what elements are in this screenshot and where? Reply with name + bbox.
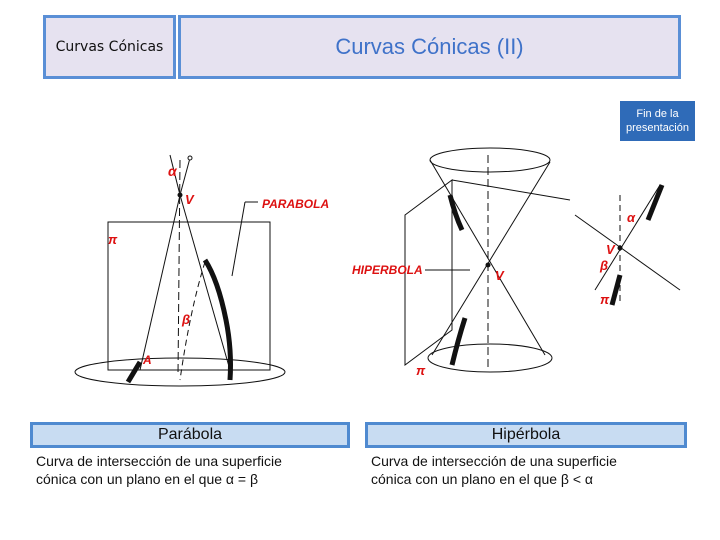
cutting-plane-left — [108, 222, 270, 370]
cone-top-right — [430, 148, 550, 172]
label-plane-small: π — [600, 292, 610, 307]
label-alpha-left: α — [168, 163, 177, 179]
vertex-dot-left — [178, 193, 182, 197]
label-plane-left: π — [108, 232, 118, 247]
parabola-title: Parábola — [157, 426, 223, 443]
small-generatrix-1 — [575, 215, 680, 290]
label-point-a: A — [143, 353, 152, 367]
hiperbola-caption-text — [371, 452, 691, 488]
cone-generatrix-left-1 — [140, 195, 180, 370]
label-beta-left: β — [182, 312, 191, 327]
hiperbola-desc-line2: cónica con un plano en el que β < α — [371, 471, 594, 487]
parabola-desc-line2: cónica con un plano en el que α = β — [36, 471, 259, 487]
hiperbola-caption-title — [365, 422, 687, 448]
end-button-label-line1: Fin de la — [636, 108, 679, 120]
parabola-figure — [75, 155, 285, 386]
hyperbola-lower — [452, 318, 465, 365]
slide-title: Curvas Cónicas (II) — [335, 34, 524, 59]
label-vertex-left: V — [185, 192, 194, 207]
angle-figure — [575, 185, 680, 305]
small-thick-1 — [648, 185, 662, 220]
label-vertex-small: V — [606, 242, 615, 257]
small-generatrix-2 — [595, 185, 660, 290]
section-title-box — [43, 15, 176, 79]
label-plane-right: π — [416, 363, 426, 378]
slide-title-box — [178, 15, 681, 79]
cone-base-right — [428, 344, 552, 372]
parabola-caption-title — [30, 422, 350, 448]
end-button-label-line2: presentación — [626, 122, 689, 134]
hyperbola-figure — [405, 148, 570, 372]
hiperbola-desc-line1: Curva de intersección de una superficie — [371, 453, 617, 469]
small-vertex-dot — [618, 246, 622, 250]
label-vertex-right: V — [495, 268, 504, 283]
parabola-leader-2 — [232, 202, 245, 276]
small-thick-2 — [612, 275, 620, 305]
cone-base-left — [75, 358, 285, 386]
hiperbola-title: Hipérbola — [491, 426, 561, 443]
parabola-caption-text — [36, 452, 356, 488]
conic-sections-diagram — [0, 140, 720, 410]
section-title: Curvas Cónicas — [55, 39, 164, 55]
end-presentation-button[interactable] — [620, 101, 695, 141]
parabola-curve — [205, 260, 231, 380]
cone-generatrix-left-2 — [180, 195, 230, 370]
cone-generatrix-upper-2 — [180, 158, 190, 195]
apex-dot-left — [188, 156, 192, 160]
cone-generatrix-right-2 — [432, 162, 550, 355]
label-hiperbola: HIPERBOLA — [352, 263, 423, 277]
generatrix-thick-left — [128, 362, 140, 382]
label-parabola: PARABOLA — [262, 197, 330, 211]
vertex-dot-right — [486, 263, 490, 267]
plane-edge-right — [452, 180, 570, 200]
label-alpha-small: α — [627, 210, 636, 225]
parabola-desc-line1: Curva de intersección de una superficie — [36, 453, 282, 469]
label-beta-small: β — [600, 258, 609, 273]
